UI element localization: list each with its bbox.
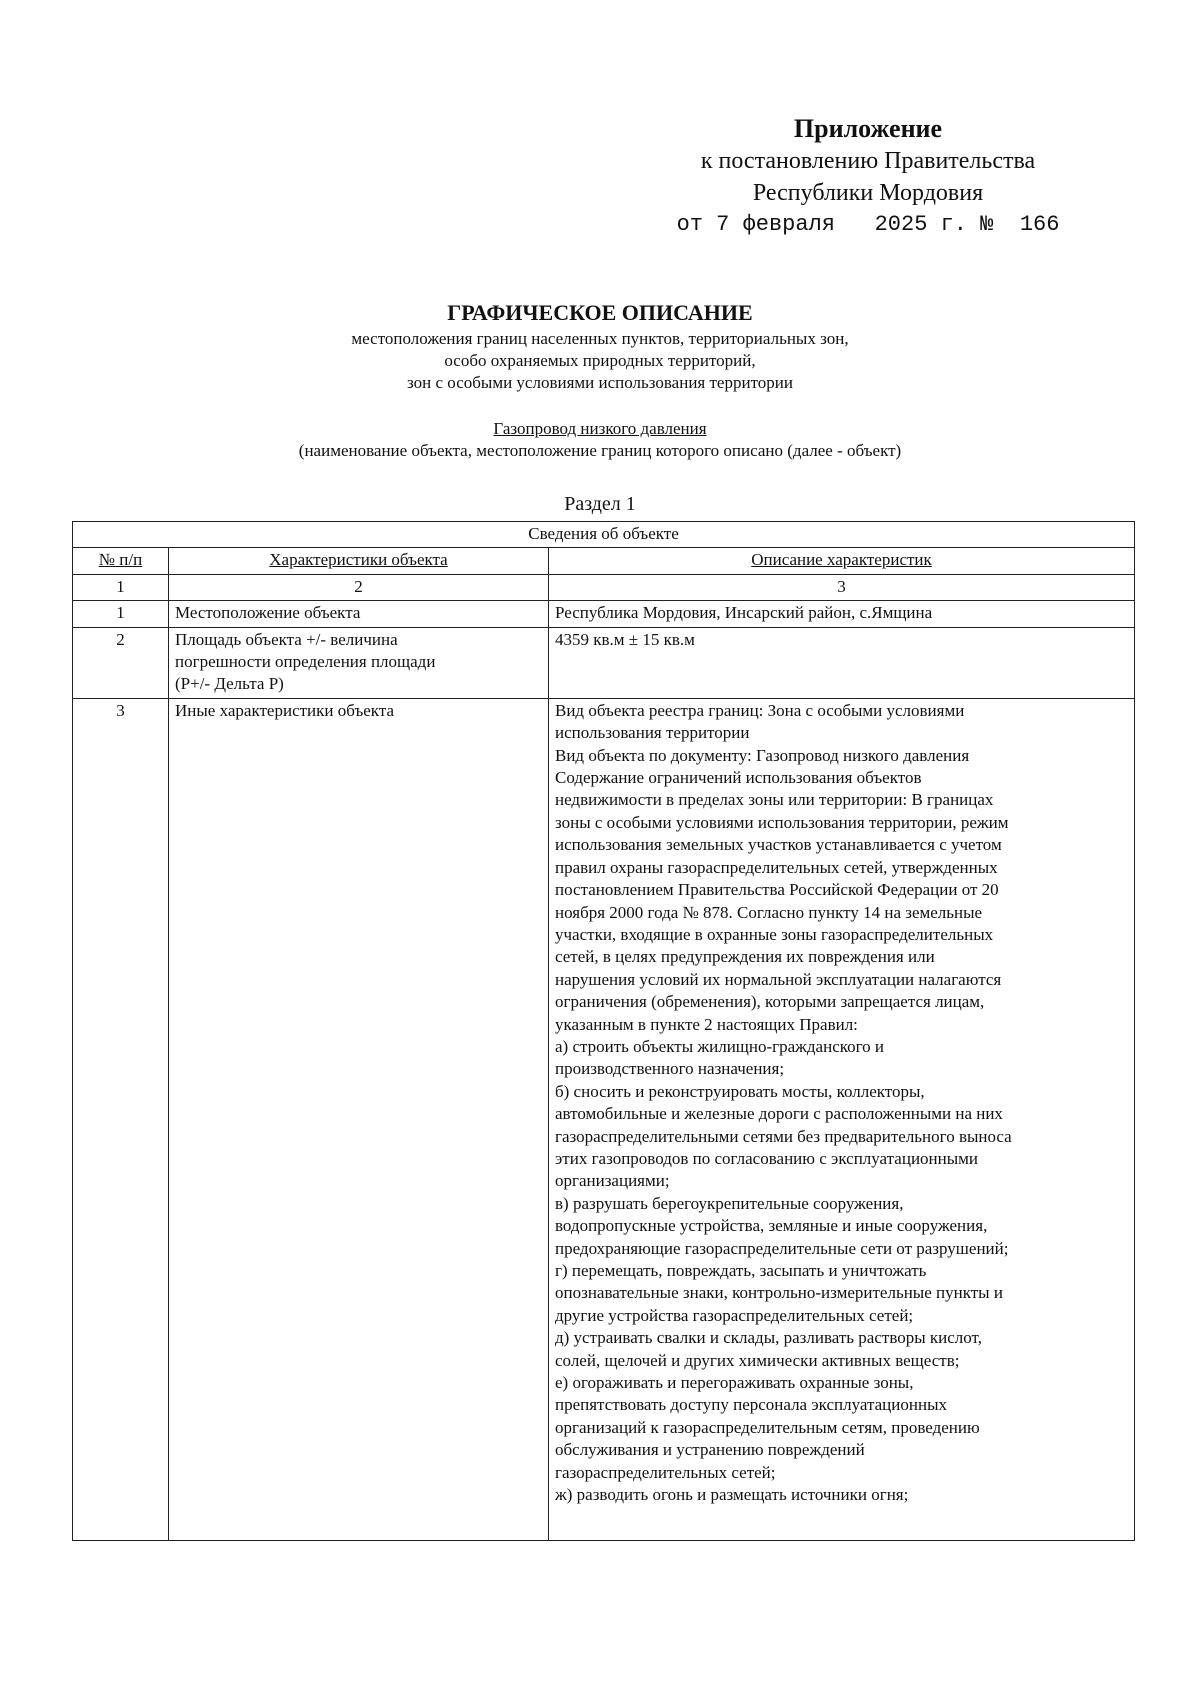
header-description: Описание характеристик: [549, 548, 1135, 574]
text-line: б) сносить и реконструировать мосты, коллекторы,: [555, 1081, 925, 1101]
text-line: ноября 2000 года № 878. Согласно пункту 14 на земельные: [555, 902, 983, 922]
text-line: сетей, в целях предупреждения их повреждения или: [555, 947, 935, 967]
row-number: 1: [73, 601, 169, 627]
column-number: 3: [549, 574, 1135, 600]
text-line: Содержание ограничений использования объектов: [555, 768, 922, 788]
table-row: [73, 627, 1135, 698]
document-subtitle-3: зон с особыми условиями использования территории: [407, 373, 793, 392]
appendix-line2: Республики Мордовия: [752, 180, 984, 206]
document-title: ГРАФИЧЕСКОЕ ОПИСАНИЕ: [447, 300, 753, 325]
header-characteristic: Характеристики объекта: [169, 548, 549, 574]
text-line: погрешности определения площади: [175, 652, 436, 672]
text-line: Вид объекта по документу: Газопровод низкого давления: [555, 745, 970, 765]
column-number: 2: [169, 574, 549, 600]
row-description: [549, 627, 1135, 698]
text-line: опознавательные знаки, контрольно-измерительные пункты и: [555, 1283, 1003, 1303]
text-line: нарушения условий их нормальной эксплуатации налагаются: [555, 969, 1002, 989]
text-line: водопропускные устройства, земляные и иные сооружения,: [555, 1216, 988, 1236]
text-line: использования земельных участков устанавливается с учетом: [555, 835, 1002, 855]
text-line: Площадь объекта +/- величина: [175, 629, 398, 649]
row-characteristic: [169, 601, 549, 627]
text-line: д) устраивать свалки и склады, разливать растворы кислот,: [555, 1328, 982, 1348]
text-line: использования территории: [555, 723, 750, 743]
object-name: Газопровод низкого давления: [493, 419, 707, 438]
text-line: участки, входящие в охранные зоны газораспределительных: [555, 924, 994, 944]
text-line: Вид объекта реестра границ: Зона с особыми условиями: [555, 700, 965, 720]
text-line: (P+/- Дельта P): [175, 674, 284, 694]
header-num: № п/п: [73, 548, 169, 574]
text-line: солей, щелочей и других химически активных веществ;: [555, 1350, 960, 1370]
document-subtitle-2: особо охраняемых природных территорий,: [444, 351, 756, 370]
text-line: Республика Мордовия, Инсарский район, с.Ямщина: [555, 603, 933, 623]
text-line: организаций к газораспределительным сетям, проведению: [555, 1417, 980, 1437]
table-header-row: [73, 548, 1135, 574]
text-line: е) огораживать и перегораживать охранные зоны,: [555, 1373, 914, 1393]
text-line: в) разрушать берегоукрепительные сооружения,: [555, 1193, 904, 1213]
text-line: указанным в пункте 2 настоящих Правил:: [555, 1014, 858, 1034]
text-line: производственного назначения;: [555, 1059, 785, 1079]
appendix-title: Приложение: [793, 114, 943, 143]
text-line: Местоположение объекта: [175, 603, 361, 623]
text-line: предохраняющие газораспределительные сети от разрушений;: [555, 1238, 1009, 1258]
text-line: а) строить объекты жилищно-гражданского и: [555, 1036, 885, 1056]
object-name-caption: (наименование объекта, местоположение границ которого описано (далее - объект): [298, 441, 902, 460]
text-line: обслуживания и устранению повреждений: [555, 1440, 865, 1460]
text-line: автомобильные и железные дороги с расположенными на них: [555, 1104, 1003, 1124]
row-characteristic: [169, 627, 549, 698]
row-characteristic: [169, 698, 549, 1540]
text-line: организациями;: [555, 1171, 670, 1191]
text-line: газораспределительными сетями без предварительного выноса: [555, 1126, 1012, 1146]
document-subtitle-1: местоположения границ населенных пунктов, территориальных зон,: [351, 329, 849, 348]
table-caption: Сведения об объекте: [73, 522, 1135, 548]
appendix-date-line: от 7 февраля 2025 г. № 166: [676, 212, 1060, 237]
text-line: зоны с особыми условиями использования территории, режим: [555, 812, 1009, 832]
text-line: постановлением Правительства Российской Федерации от 20: [555, 880, 999, 900]
text-line: г) перемещать, повреждать, засыпать и уничтожать: [555, 1261, 927, 1280]
column-number: 1: [73, 574, 169, 600]
text-line: этих газопроводов по согласованию с эксплуатационными: [555, 1148, 979, 1168]
text-line: Иные характеристики объекта: [175, 700, 395, 720]
text-line: ограничения (обременения), которыми запрещается лицам,: [555, 992, 985, 1012]
object-name-block: [0, 418, 1200, 462]
text-line: правил охраны газораспределительных сетей, утвержденных: [555, 857, 998, 877]
row-description: [549, 698, 1135, 1540]
appendix-line1: к постановлению Правительства: [700, 148, 1036, 174]
table-row: [73, 698, 1135, 1540]
text-line: другие устройства газораспределительных сетей;: [555, 1305, 914, 1325]
text-line: газораспределительных сетей;: [555, 1462, 776, 1482]
document-heading: [0, 298, 1200, 394]
column-number-row: [73, 574, 1135, 600]
text-line: недвижимости в пределах зоны или территории: В границах: [555, 790, 994, 810]
text-line: 4359 кв.м ± 15 кв.м: [555, 629, 695, 649]
table-caption-row: [73, 522, 1135, 548]
text-line: препятствовать доступу персонала эксплуатационных: [555, 1395, 947, 1415]
table-row: [73, 601, 1135, 627]
text-line: ж) разводить огонь и размещать источники огня;: [555, 1485, 909, 1505]
row-number: 3: [73, 698, 169, 1540]
row-description: [549, 601, 1135, 627]
section-title: Раздел 1: [564, 493, 636, 515]
row-number: 2: [73, 627, 169, 698]
object-info-table: [72, 521, 1135, 1541]
appendix-block: [628, 113, 1108, 241]
